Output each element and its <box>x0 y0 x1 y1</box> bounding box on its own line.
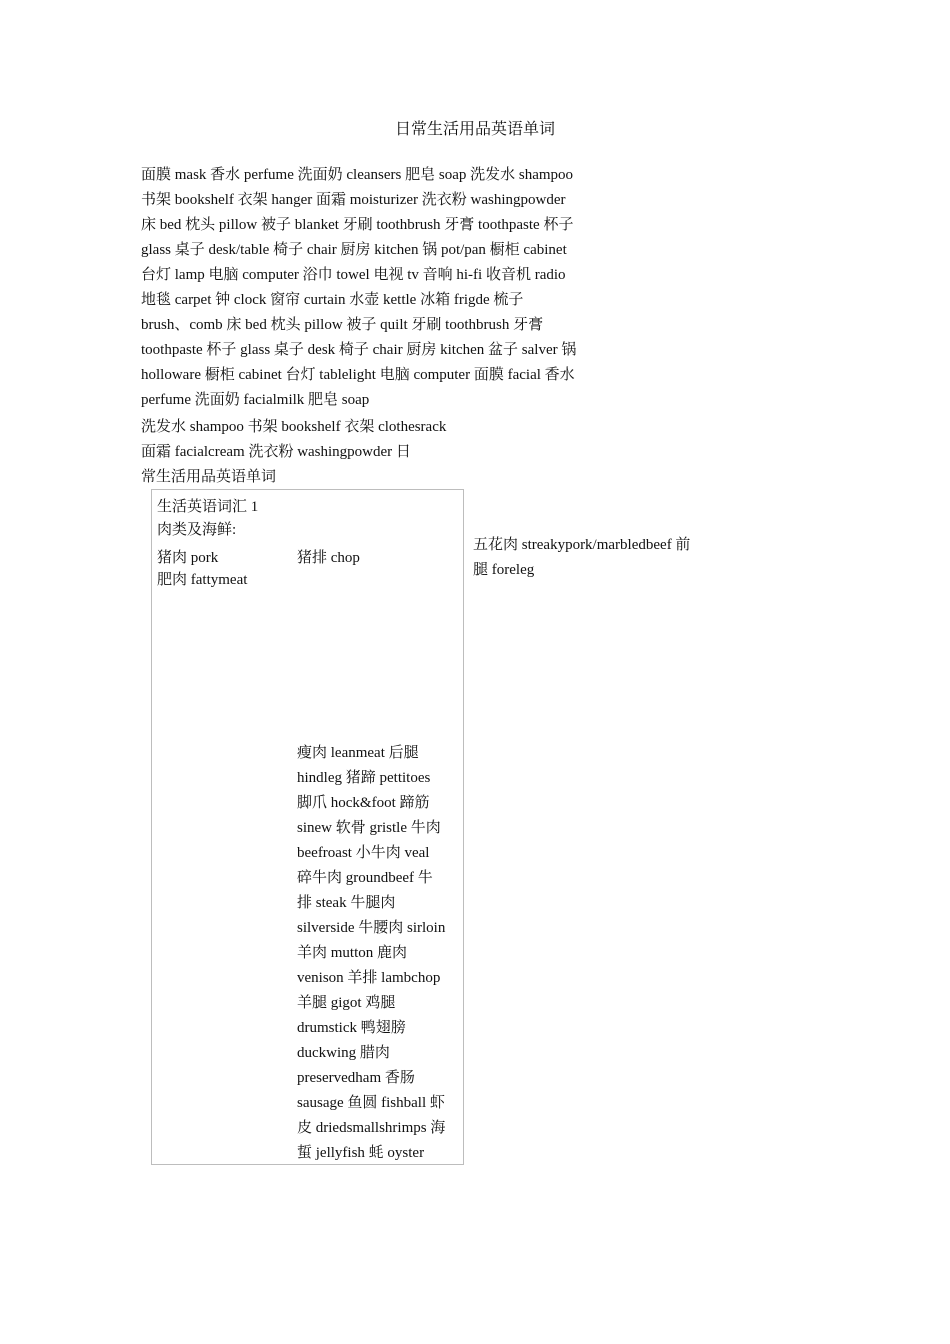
cell-line: 脚爪 hock&foot 蹄筋 <box>297 795 430 811</box>
vocabulary-table <box>151 489 464 1165</box>
cell-line: hindleg 猪蹄 pettitoes <box>297 770 431 786</box>
cell-line: preservedham 香肠 <box>297 1070 415 1086</box>
table-header-subtitle: 肉类及海鲜: <box>157 522 237 538</box>
text-line: 书架 bookshelf 衣架 hanger 面霜 moisturizer 洗衣粉 washingpowder <box>141 192 566 208</box>
text-line: perfume 洗面奶 facialmilk 肥皂 soap <box>141 392 370 408</box>
cell-line: 五花肉 streakypork/marbledbeef 前 <box>473 537 691 553</box>
cell-line: 皮 driedsmallshrimps 海 <box>297 1120 446 1136</box>
text-line: 地毯 carpet 钟 clock 窗帘 curtain 水壶 kettle 冰箱 frigde 梳子 <box>141 292 524 308</box>
cell-line: drumstick 鸭翅膀 <box>297 1020 406 1036</box>
table-cell-middle <box>297 741 462 1166</box>
cell-line: 肥肉 fattymeat <box>157 572 248 588</box>
body-text <box>141 163 621 490</box>
text-line: 洗发水 shampoo 书架 bookshelf 衣架 clothesrack <box>141 419 447 435</box>
text-line: 常生活用品英语单词 <box>141 469 277 485</box>
cell-line: 碎牛肉 groundbeef 牛 <box>297 870 433 886</box>
text-line: 面膜 mask 香水 perfume 洗面奶 cleansers 肥皂 soap 洗发水 shampoo <box>141 167 574 183</box>
cell-line: silverside 牛腰肉 sirloin <box>297 920 446 936</box>
cell-line: 猪肉 pork <box>157 550 219 566</box>
text-line: 面霜 facialcream 洗衣粉 washingpowder 日 <box>141 444 411 460</box>
cell-line: beefroast 小牛肉 veal <box>297 845 430 861</box>
table-cell-middle-top: 猪排 chop <box>297 550 360 566</box>
table-cell-left <box>157 547 247 591</box>
cell-line: venison 羊排 lambchop <box>297 970 441 986</box>
cell-line: 羊腿 gigot 鸡腿 <box>297 995 396 1011</box>
table-cell-right <box>473 533 690 583</box>
cell-line: 瘦肉 leanmeat 后腿 <box>297 745 419 761</box>
text-line: toothpaste 杯子 glass 桌子 desk 椅子 chair 厨房 kitchen 盆子 salver 锅 <box>141 342 577 358</box>
table-header <box>157 496 258 542</box>
cell-line: 羊肉 mutton 鹿肉 <box>297 945 408 961</box>
text-line: 床 bed 枕头 pillow 被子 blanket 牙刷 toothbrush 牙膏 toothpaste 杯子 <box>141 217 574 233</box>
cell-line: 排 steak 牛腿肉 <box>297 895 396 911</box>
cell-line: sausage 鱼圆 fishball 虾 <box>297 1095 445 1111</box>
text-line: brush、comb 床 bed 枕头 pillow 被子 quilt 牙刷 toothbrush 牙膏 <box>141 317 544 333</box>
text-line: glass 桌子 desk/table 椅子 chair 厨房 kitchen 锅 pot/pan 橱柜 cabinet <box>141 242 567 258</box>
cell-line: sinew 软骨 gristle 牛肉 <box>297 820 441 836</box>
text-line: 台灯 lamp 电脑 computer 浴巾 towel 电视 tv 音响 hi-fi 收音机 radio <box>141 267 566 283</box>
table-header-title: 生活英语词汇 1 <box>157 499 259 515</box>
document-title: 日常生活用品英语单词 <box>394 121 555 138</box>
text-line: holloware 橱柜 cabinet 台灯 tablelight 电脑 computer 面膜 facial 香水 <box>141 367 575 383</box>
cell-line: 蜇 jellyfish 蚝 oyster <box>297 1145 425 1161</box>
cell-line: duckwing 腊肉 <box>297 1045 390 1061</box>
cell-line: 腿 foreleg <box>473 562 535 578</box>
